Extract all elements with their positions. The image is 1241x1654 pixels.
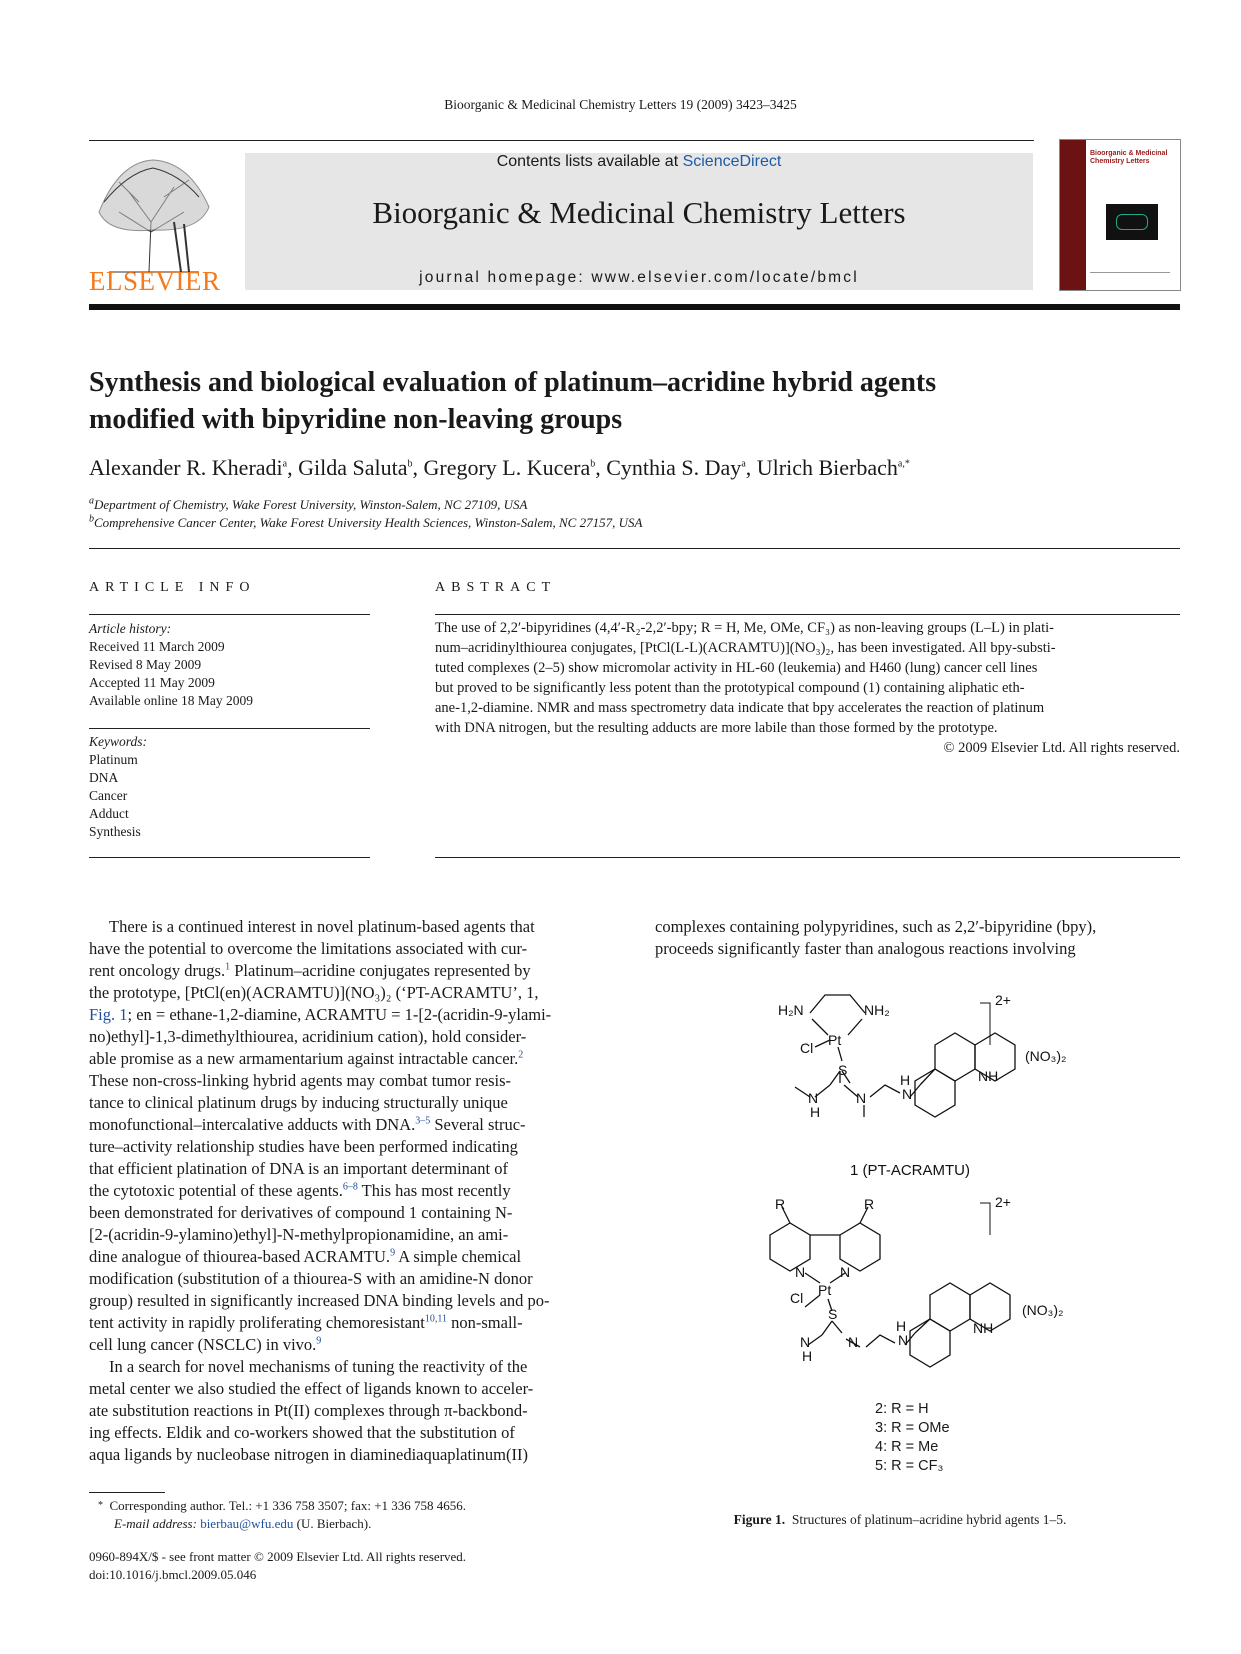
body-line: Fig. 1; en = ethane-1,2-diamine, ACRAMTU = 1-[2-(acridin-9-ylami- [89, 1005, 552, 1024]
abstract-copyright: © 2009 Elsevier Ltd. All rights reserved. [943, 740, 1180, 756]
svg-text:N: N [840, 1264, 851, 1280]
r-label-4: 4: R = Me [875, 1439, 939, 1455]
svg-text:Pt: Pt [828, 1032, 842, 1048]
author-1[interactable]: Alexander R. Kheradi$^a$ [89, 455, 288, 480]
abstract-heading: ABSTRACT [435, 580, 557, 595]
body-line: rent oncology drugs.$^1$ Platinum–acridine conjugates represented by [89, 961, 531, 980]
body-line: group) resulted in significantly increased DNA binding levels and po- [89, 1291, 550, 1310]
history-received: Received 11 March 2009 [89, 639, 225, 654]
body-line: There is a continued interest in novel platinum-based agents that [109, 917, 535, 936]
doi-line[interactable]: doi:10.1016/j.bmcl.2009.05.046 [89, 1567, 257, 1582]
abstract-line: with DNA nitrogen, but the resulting adducts are more labile than those formed by the prototype. [435, 720, 998, 736]
author-5[interactable]: Ulrich Bierbach$^{a,*}$ [756, 455, 910, 480]
journal-homepage[interactable]: journal homepage: www.elsevier.com/locate/bmcl [419, 269, 859, 286]
compound-1-label: 1 (PT-ACRAMTU) [850, 1162, 970, 1179]
keyword: DNA [89, 770, 119, 785]
ref-link[interactable]: 6–8 [342, 1181, 358, 1193]
keyword: Cancer [89, 788, 128, 803]
svg-text:NH₂: NH₂ [864, 1002, 890, 1018]
svg-text:N: N [856, 1090, 867, 1106]
svg-text:R: R [775, 1196, 786, 1212]
body-line: dine analogue of thiourea-based ACRAMTU.$^9$ A simple chemical [89, 1247, 522, 1266]
body-line: able promise as a new armamentarium against intractable cancer.$^2$ [89, 1049, 524, 1068]
history-label: Article history: [89, 621, 172, 636]
r-label-2: 2: R = H [875, 1401, 929, 1417]
ref-link[interactable]: 3–5 [415, 1115, 431, 1127]
body-right-column [655, 916, 1180, 960]
article-history [89, 620, 253, 710]
journal-cover-thumbnail [1059, 139, 1181, 291]
title-line-1: Synthesis and biological evaluation of platinum–acridine hybrid agents [89, 367, 937, 398]
keywords-label: Keywords: [89, 734, 147, 749]
ref-link[interactable]: 2 [518, 1049, 524, 1061]
counterion-label: (NO₃)₂ [1022, 1302, 1064, 1318]
affiliation-rule [89, 548, 1180, 549]
header-thick-rule [89, 304, 1180, 310]
structure-compound-1 [770, 985, 1100, 1195]
body-line: proceeds significantly faster than analogous reactions involving [655, 939, 1076, 958]
abstract-line: ane-1,2-diamine. NMR and mass spectrometry data indicate that bpy accelerates the reaction of platinum [435, 700, 1045, 716]
abstract-bottom-rule [435, 857, 1180, 858]
r-label-5: 5: R = CF₃ [875, 1458, 944, 1474]
body-line: cell lung cancer (NSCLC) in vivo.$^9$ [89, 1335, 322, 1354]
article-info-bottom-rule [89, 857, 370, 858]
author-list: Alexander R. Kheradi$^a$, Gilda Saluta$^b$, Gregory L. Kucera$^b$, Cynthia S. Day$^a$, Ulrich Bierbach$^{a,*}$ [89, 455, 910, 480]
issn-line: 0960-894X/$ - see front matter © 2009 Elsevier Ltd. All rights reserved. [89, 1549, 467, 1564]
ref-link[interactable]: 1 [225, 961, 231, 973]
keyword: Adduct [89, 806, 129, 821]
issn-doi [89, 1548, 466, 1584]
keyword: Synthesis [89, 824, 141, 839]
r-label-3: 3: R = OMe [875, 1420, 950, 1436]
keywords [89, 733, 147, 841]
history-online: Available online 18 May 2009 [89, 693, 253, 708]
svg-text:NH: NH [973, 1320, 994, 1336]
structure-compounds-2-5 [760, 1195, 1100, 1395]
body-line: have the potential to overcome the limitations associated with cur- [89, 939, 528, 958]
svg-text:N: N [898, 1332, 909, 1348]
sciencedirect-link[interactable]: ScienceDirect [682, 153, 782, 170]
email-link[interactable]: bierbau@wfu.edu [200, 1516, 294, 1531]
body-line: been demonstrated for derivatives of compound 1 containing N- [89, 1203, 513, 1222]
body-line: metal center we also studied the effect of ligands known to acceler- [89, 1379, 534, 1398]
svg-text:R: R [864, 1196, 875, 1212]
r-group-legend [875, 1400, 950, 1476]
svg-text:H: H [810, 1104, 821, 1120]
cover-title: Bioorganic & Medicinal Chemistry Letters [1090, 150, 1168, 165]
contents-line [245, 153, 1033, 171]
affiliation-b: $^b$Comprehensive Cancer Center, Wake Forest University Health Sciences, Winston-Salem, NC 27157, USA [89, 513, 643, 530]
article-info-rule [89, 614, 370, 615]
abstract-line: but proved to be significantly less potent than the prototypical compound (1) containing aliphatic eth- [435, 680, 1025, 696]
affiliation-a: $^a$Department of Chemistry, Wake Forest University, Winston-Salem, NC 27109, USA [89, 495, 528, 512]
abstract-line: num–acridinylthiourea conjugates, [PtCl(L-L)(ACRAMTU)](NO₃)₂, has been investigated. All bpy-substi- [435, 640, 1056, 656]
svg-text:Pt: Pt [818, 1282, 832, 1298]
svg-text:H: H [802, 1348, 813, 1364]
svg-text:N: N [795, 1264, 806, 1280]
body-line: [2-(acridin-9-ylamino)ethyl]-N-methylpropionamidine, an ami- [89, 1225, 509, 1244]
body-line: ing effects. Eldik and co-workers showed that the substitution of [89, 1423, 515, 1442]
abstract-line: The use of 2,2′-bipyridines (4,4′-R₂-2,2′-bpy; R = H, Me, OMe, CF₃) as non-leaving groups (L–L) in plati- [435, 620, 1054, 636]
svg-text:N: N [902, 1086, 913, 1102]
article-title [89, 364, 1179, 438]
body-line: ture–activity relationship studies have been performed indicating [89, 1137, 518, 1156]
svg-text:H: H [896, 1318, 907, 1334]
abstract-text [435, 618, 1180, 738]
body-line: modification (substitution of a thiourea-S with an amidine-N donor [89, 1269, 533, 1288]
ref-link[interactable]: 9 [316, 1335, 322, 1347]
body-line: aqua ligands by nucleobase nitrogen in diaminediaquaplatinum(II) [89, 1445, 528, 1464]
author-3[interactable]: Gregory L. Kucera$^b$ [423, 455, 596, 480]
title-line-2: modified with bipyridine non-leaving groups [89, 404, 623, 435]
body-line: that efficient platination of DNA is an important determinant of [89, 1159, 508, 1178]
body-line: tance to clinical platinum drugs by inducing structurally unique [89, 1093, 508, 1112]
body-line: monofunctional–intercalative adducts with DNA.$^{3-5}$ Several struc- [89, 1115, 526, 1134]
keywords-rule [89, 728, 370, 729]
svg-text:Cl: Cl [790, 1290, 804, 1306]
svg-text:N: N [848, 1334, 859, 1350]
body-line: In a search for novel mechanisms of tuning the reactivity of the [109, 1357, 528, 1376]
author-4[interactable]: Cynthia S. Day$^a$ [606, 455, 746, 480]
caption-text: Structures of platinum–acridine hybrid agents 1–5. [791, 1512, 1067, 1527]
charge-label: 2+ [995, 992, 1011, 1008]
svg-text:Cl: Cl [800, 1040, 814, 1056]
abstract-rule [435, 614, 1180, 615]
body-line: complexes containing polypyridines, such as 2,2′-bipyridine (bpy), [655, 917, 1097, 936]
header-rule [89, 140, 1034, 141]
contents-prefix: Contents lists available at [496, 153, 683, 170]
elsevier-wordmark: ELSEVIER [89, 266, 221, 296]
svg-text:S: S [828, 1306, 838, 1322]
body-line: the cytotoxic potential of these agents.$^{6-8}$ This has most recently [89, 1181, 511, 1200]
article-info-heading: ARTICLE INFO [89, 580, 256, 595]
ref-link[interactable]: 10,11 [424, 1313, 447, 1325]
body-line: the prototype, [PtCl(en)(ACRAMTU)](NO₃)₂ (‘PT-ACRAMTU’, 1, [89, 983, 539, 1002]
body-line: These non-cross-linking hybrid agents may combat tumor resis- [89, 1071, 512, 1090]
body-line: ate substitution reactions in Pt(II) complexes through π-backbond- [89, 1401, 528, 1420]
body-line: no)ethyl]-1,3-dimethylthiourea, acridinium cation), hold consider- [89, 1027, 527, 1046]
journal-name: Bioorganic & Medicinal Chemistry Letters [372, 195, 906, 230]
footnote-rule [89, 1492, 165, 1493]
journal-citation: Bioorganic & Medicinal Chemistry Letters 19 (2009) 3423–3425 [444, 97, 797, 112]
counterion-label: (NO₃)₂ [1025, 1048, 1067, 1064]
figure-1-link[interactable]: Fig. 1 [89, 1005, 128, 1024]
svg-text:NH: NH [978, 1068, 999, 1084]
author-2[interactable]: Gilda Saluta$^b$ [298, 455, 413, 480]
abstract-line: tuted complexes (2–5) show micromolar activity in HL-60 (leukemia) and H460 (lung) cancer cell lines [435, 660, 1038, 676]
body-line: tent activity in rapidly proliferating chemoresistant$^{10,11}$ non-small- [89, 1313, 523, 1332]
caption-label: Figure 1. [733, 1512, 786, 1527]
corresponding-author-note: * Corresponding author. Tel.: +1 336 758 3507; fax: +1 336 758 4656. E-mail address: bierbau@wfu.edu (U. Bierbach). [98, 1498, 467, 1531]
body-left-column [89, 916, 617, 1466]
history-revised: Revised 8 May 2009 [89, 657, 202, 672]
svg-text:S: S [838, 1062, 848, 1078]
ref-link[interactable]: 9 [390, 1247, 396, 1259]
svg-text:N: N [800, 1334, 811, 1350]
keyword: Platinum [89, 752, 138, 767]
svg-text:H: H [900, 1072, 911, 1088]
svg-text:N: N [808, 1090, 819, 1106]
figure-1-caption [620, 1512, 1180, 1528]
charge-label: 2+ [995, 1195, 1011, 1210]
svg-text:H₂N: H₂N [778, 1002, 804, 1018]
history-accepted: Accepted 11 May 2009 [89, 675, 215, 690]
